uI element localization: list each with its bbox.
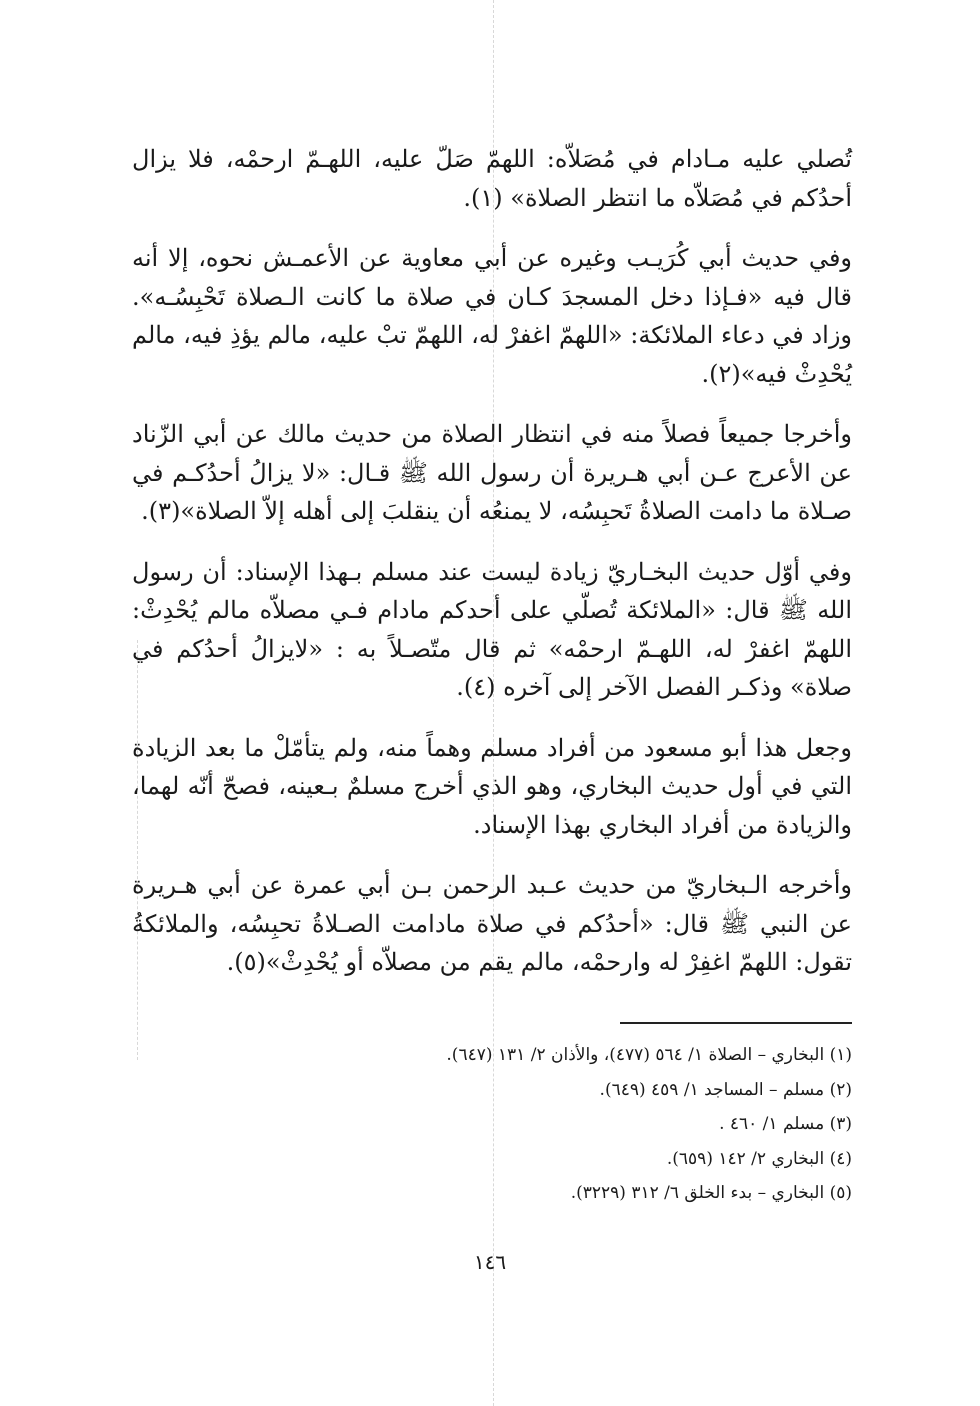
footnote-1: (١) البخاري – الصلاة ١/ ٥٦٤ (٤٧٧)، والأذان ٢/ ١٣١ (٦٤٧). xyxy=(446,1045,852,1065)
paragraph-5: وجعل هذا أبو مسعود من أفراد مسلم وهماً منه، ولم يتأمّلْ ما بعد الزيادة التي في أول حديث البخاري، وهو الذي أخرج مسلمٌ بـعينه، فصحّ أنّه لهما، والزيادة من أفراد البخاري بهذا الإسناد. xyxy=(132,733,852,839)
paragraph-6: وأخرجه الـبخاريّ من حديث عـبد الرحمن بـن أبي عمرة عن أبي هـريرة عن النبي ﷺ قال: «أحدُكم في صلاة مادامت الصـلاةُ تحبِسُه، والملائكةُ تقول: اللهمّ اغفِرْ له وارحمْه، مالم يقم من مصلاّه أو يُحْدِثْ»(٥). xyxy=(132,871,852,976)
footnote-5: (٥) البخاري – بدء الخلق ٦/ ٣١٢ (٣٢٢٩). xyxy=(570,1183,852,1203)
paragraph-1: تُصلي عليه مـادام في مُصَلاّه: اللهمّ صَلّ عليه، اللهـمّ ارحمْه، فلا يزال أحدُكم في مُصَلاّه ما انتظر الصلاة» (١). xyxy=(132,145,852,212)
footnote-4: (٤) البخاري ٢/ ١٤٢ (٦٥٩). xyxy=(666,1148,852,1169)
footnote-2: (٢) مسلم – المساجد ١/ ٤٥٩ (٦٤٩). xyxy=(599,1079,852,1100)
footnote-separator xyxy=(620,1022,852,1024)
paragraph-2: وفي حديث أبي كُرَيـب وغيره عن أبي معاوية عن الأعمـش نحوه، إلا أنه قال فيه «فـإذا دخل المسجدَ كـان في صلاة ما كانت الـصلاة تَحْبِسُـه». وزاد في دعاء الملائكة: «اللهمّ اغفرْ له، اللهمّ تبْ عليه، مالم يؤذِ فيه، مالم يُحْدِثْ فيه»(٢). xyxy=(132,244,852,388)
page-number: ١٤٦ xyxy=(473,1250,507,1274)
footnotes xyxy=(132,1038,852,1211)
main-text xyxy=(132,140,852,1004)
paragraph-4: وفي أوّل حديث البخـاريّ زيادة ليست عند مسلم بـهذا الإسناد: أن رسول الله ﷺ قال: «الملائكة تُصلّي على أحدكم مادام فـي مصلاّه مالم يُحْدِثْ: اللهمّ اغفرْ له، اللهـمّ ارحمْه» ثم قال متّصـلاً به : «لايزالُ أحدُكم في صلاة» وذكـر الفصل الآخر إلى آخره (٤). xyxy=(132,557,852,701)
paragraph-3: وأخرجا جميعاً فصلاً منه في انتظار الصلاة من حديث مالك عن أبي الزّناد عن الأعرج عـن أبي هـريرة أن رسول الله ﷺ قـال: «لا يزالُ أحدُكـم في صـلاة ما دامت الصلاةُ تَحبِسُه، لا يمنعُه أن ينقلبَ إلى أهله إلاّ الصلاة»(٣). xyxy=(132,420,852,525)
footnote-3: (٣) مسلم ١/ ٤٦٠ . xyxy=(719,1114,852,1134)
